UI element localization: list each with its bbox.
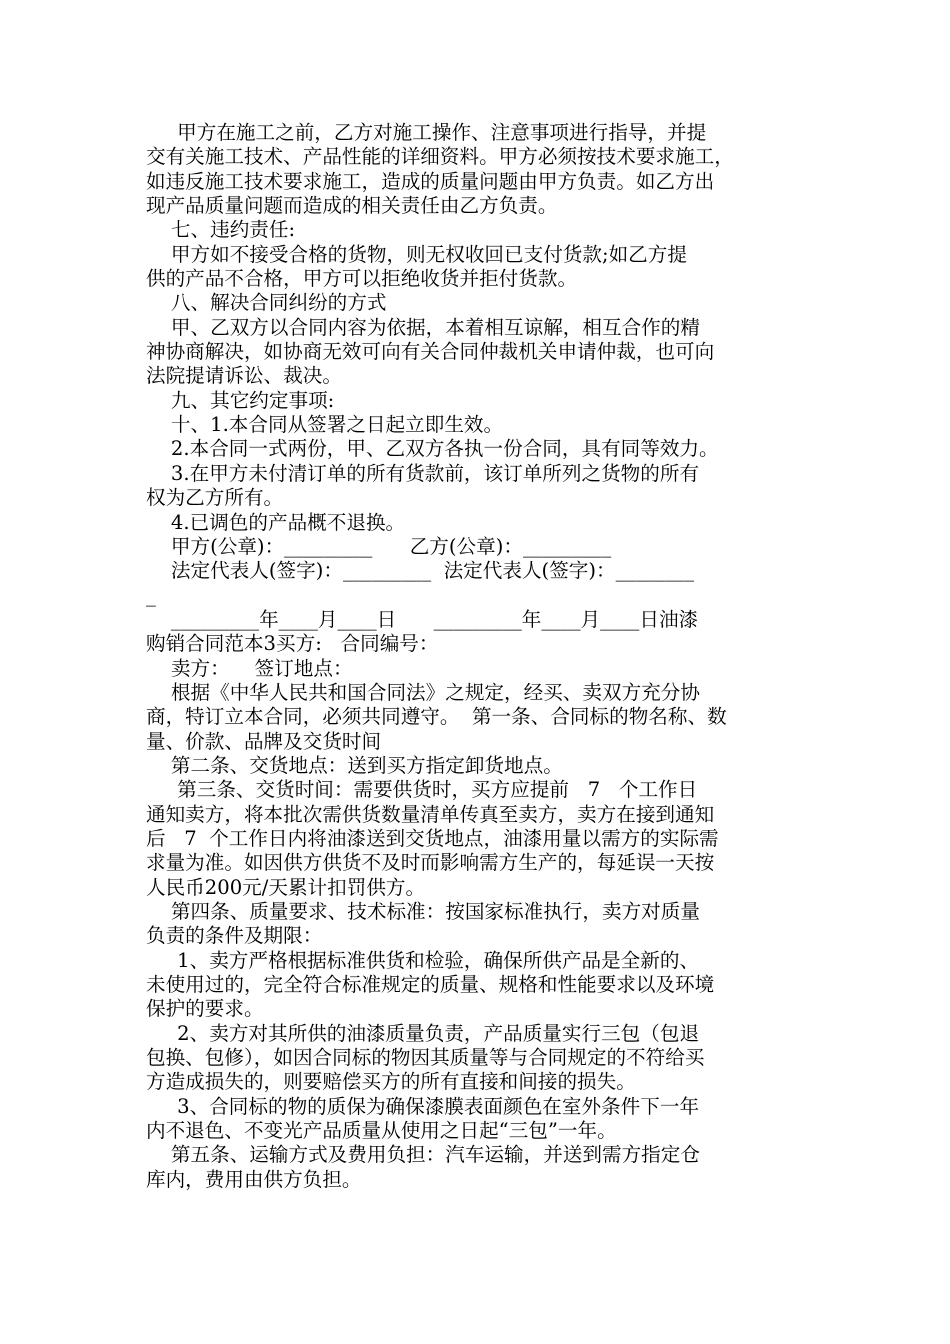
date-line: _________年____月____日 _________年____月____日油漆 [146, 607, 699, 631]
text-line: 根据《中华人民共和国合同法》之规定，经买、卖双方充分协 [146, 680, 700, 704]
section-heading: 七、违约责任: [146, 218, 296, 242]
text-line: 神协商解决，如协商无效可向有关合同仲裁机关申请仲裁，也可向 [146, 340, 715, 364]
section-heading: 九、其它约定事项: [146, 388, 335, 412]
text-line: 十、1.本合同从签署之日起立即生效。 [146, 413, 504, 437]
text-line: 内不退色、不变光产品质量从使用之日起“三包”一年。 [146, 1119, 617, 1143]
text-line: 后 7 个工作日内将油漆送到交货地点，油漆用量以需方的实际需 [146, 826, 719, 850]
text-line: 1、卖方严格根据标准供货和检验，确保所供产品是全新的、 [146, 948, 700, 972]
text-line: _ [146, 583, 156, 607]
text-line: 人民币200元/天累计扣罚供方。 [146, 875, 426, 899]
text-line: 现产品质量问题而造成的相关责任由乙方负责。 [146, 194, 558, 218]
text-line: 法院提请诉讼、裁决。 [146, 364, 342, 388]
text-line: 库内，费用由供方负担。 [146, 1167, 362, 1191]
signature-line: 法定代表人(签字)：_________ 法定代表人(签字)：________ [146, 559, 694, 583]
text-line: 甲、乙双方以合同内容为依据，本着相互谅解，相互合作的精 [146, 315, 700, 339]
section-heading: 八、解决合同纠纷的方式 [146, 291, 387, 315]
text-line: 3、合同标的物的质保为确保漆膜表面颜色在室外条件下一年 [146, 1094, 700, 1118]
text-line: 方造成损失的，则要赔偿买方的所有直接和间接的损失。 [146, 1070, 636, 1094]
text-line: 4.已调色的产品概不退换。 [146, 510, 406, 534]
text-line: 权为乙方所有。 [146, 486, 284, 510]
text-line: 第二条、交货地点：送到买方指定卸货地点。 [146, 753, 563, 777]
text-line: 包换、包修），如因合同标的物因其质量等与合同规定的不符给买 [146, 1046, 705, 1070]
text-line: 量、价款、品牌及交货时间 [146, 729, 382, 753]
text-line: 通知卖方，将本批次需供货数量清单传真至卖方，卖方在接到通知 [146, 802, 715, 826]
text-line: 保护的要求。 [146, 997, 264, 1021]
text-line: 求量为准。如因供方供货不及时而影响需方生产的，每延误一天按 [146, 851, 715, 875]
text-line: 第五条、运输方式及费用负担：汽车运输，并送到需方指定仓 [146, 1143, 700, 1167]
text-line: 购销合同范本3买方: 合同编号： [146, 632, 439, 656]
seal-line: 甲方(公章)：_________ 乙方(公章)：_________ [146, 534, 612, 558]
text-line: 商，特订立本合同，必须共同遵守。 第一条、合同标的物名称、数 [146, 705, 727, 729]
text-line: 卖方： 签订地点： [146, 656, 353, 680]
text-line: 负责的条件及期限： [146, 924, 323, 948]
text-line: 2、卖方对其所供的油漆质量负责，产品质量实行三包（包退 [146, 1021, 700, 1045]
text-line: 供的产品不合格，甲方可以拒绝收货并拒付货款。 [146, 267, 578, 291]
text-line: 3.在甲方未付清订单的所有货款前，该订单所列之货物的所有 [146, 461, 700, 485]
text-line: 第三条、交货时间：需要供货时，买方应提前 7 个工作日 [146, 778, 698, 802]
text-line: 甲方在施工之前，乙方对施工操作、注意事项进行指导，并提 [146, 121, 707, 144]
text-line: 交有关施工技术、产品性能的详细资料。甲方必须按技术要求施工， [146, 145, 734, 169]
text-line: 2.本合同一式两份，甲、乙双方各执一份合同，具有同等效力。 [146, 437, 719, 461]
text-line: 未使用过的，完全符合标准规定的质量、规格和性能要求以及环境 [146, 973, 715, 997]
text-line: 第四条、质量要求、技术标准：按国家标准执行，卖方对质量 [146, 900, 700, 923]
text-line: 如违反施工技术要求施工，造成的质量问题由甲方负责。如乙方出 [146, 169, 715, 193]
document-body [146, 121, 816, 1192]
text-line: 甲方如不接受合格的货物，则无权收回已支付货款;如乙方提 [146, 242, 687, 266]
